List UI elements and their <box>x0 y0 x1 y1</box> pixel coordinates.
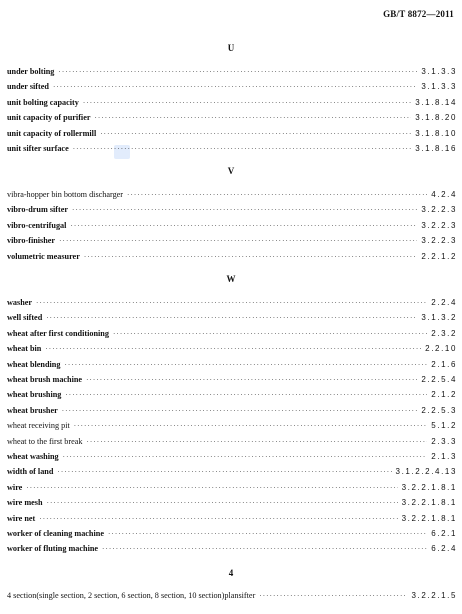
index-entry <box>7 404 457 418</box>
entry-term: wheat after first conditioning <box>7 328 109 338</box>
index-entry <box>7 203 457 217</box>
dot-leader <box>58 65 417 79</box>
index-entry <box>7 419 457 433</box>
index-entry <box>7 65 457 79</box>
entry-term: vibro-centrifugal <box>7 220 67 230</box>
entry-term: wheat blending <box>7 359 61 369</box>
entry-clause-number: 3.1.8.20 <box>415 113 457 123</box>
entry-term: worker of cleaning machine <box>7 529 104 538</box>
dot-leader <box>53 80 417 94</box>
entry-clause-number: 6.2.1 <box>431 529 457 538</box>
entry-term: wheat brusher <box>7 405 58 415</box>
dot-leader <box>102 542 427 556</box>
index-entry <box>7 219 457 233</box>
entry-clause-number: 3.1.3.3 <box>421 67 457 76</box>
index-entry <box>7 512 457 526</box>
entry-clause-number: 5.1.2 <box>431 421 457 431</box>
dot-leader <box>86 373 417 387</box>
dot-leader <box>72 203 417 217</box>
entry-term: vibro-drum sifter <box>7 205 69 215</box>
entry-term: washer <box>7 298 33 307</box>
dot-leader <box>84 250 418 264</box>
index-entry <box>7 542 457 556</box>
dot-leader <box>36 296 427 310</box>
entry-clause-number: 2.2.1.2 <box>421 251 457 261</box>
entry-clause-number: 2.1.3 <box>431 452 457 461</box>
entry-term: wheat brush machine <box>7 375 83 384</box>
index-entry <box>7 465 457 479</box>
entry-clause-number: 3.2.2.1.8.1 <box>401 513 457 523</box>
index-entry <box>7 481 457 495</box>
dot-leader <box>57 465 391 479</box>
entry-term: volumetric measurer <box>7 251 80 261</box>
entry-term: unit capacity of rollermill <box>7 128 97 138</box>
dot-leader <box>86 435 427 449</box>
index-entry <box>7 388 457 402</box>
index-entry <box>7 527 457 541</box>
entry-clause-number: 3.2.2.3 <box>421 236 457 246</box>
dot-leader <box>62 404 418 418</box>
entry-term: wheat receiving pit <box>7 421 70 431</box>
index-entry <box>7 296 457 310</box>
entry-clause-number: 3.1.8.16 <box>415 144 457 153</box>
entry-clause-number: 3.1.2.2.4.13 <box>395 467 457 477</box>
index-entry <box>7 188 457 202</box>
entry-term: vibro-finisher <box>7 236 56 246</box>
entry-term: unit bolting capacity <box>7 97 79 107</box>
dot-leader <box>47 496 398 510</box>
dot-leader <box>46 311 417 325</box>
entry-term: well sifted <box>7 313 43 323</box>
entry-term: unit capacity of purifier <box>7 113 91 123</box>
index-entry <box>7 373 457 387</box>
entry-clause-number: 3.2.2.1.8.1 <box>401 498 457 508</box>
entry-term: worker of fluting machine <box>7 544 99 554</box>
entry-clause-number: 2.3.2 <box>431 328 457 338</box>
entry-clause-number: 2.2.10 <box>425 344 457 354</box>
entry-clause-number: 3.2.2.3 <box>421 220 457 230</box>
entry-term: wheat washing <box>7 452 59 461</box>
entry-term: wire <box>7 482 23 492</box>
entry-term: unit sifter surface <box>7 144 69 153</box>
entry-clause-number: 2.2.5.3 <box>421 405 457 415</box>
index-entry <box>7 127 457 141</box>
entry-clause-number: 2.2.4 <box>431 298 457 307</box>
entry-term: width of land <box>7 467 54 477</box>
index-entry <box>7 142 457 156</box>
entry-clause-number: 3.2.2.3 <box>421 205 457 215</box>
section-letter-v: V <box>227 166 235 176</box>
entry-term: 4 section(single section, 2 section, 6 section, 8 section, 10 section)plansifter <box>7 591 256 600</box>
index-entry <box>7 111 457 125</box>
standard-code-header: GB/T 8872—2011 <box>383 9 454 19</box>
entry-clause-number: 3.2.2.1.5 <box>411 591 457 600</box>
entry-clause-number: 4.2.4 <box>431 190 457 199</box>
index-entry <box>7 450 457 464</box>
entry-term: under bolting <box>7 67 55 76</box>
index-entry <box>7 435 457 449</box>
dot-leader <box>70 219 417 233</box>
dot-leader <box>45 342 421 356</box>
entry-clause-number: 3.2.2.1.8.1 <box>401 482 457 492</box>
index-entry <box>7 234 457 248</box>
dot-leader <box>94 111 411 125</box>
entry-term: wire net <box>7 513 36 523</box>
index-entry <box>7 96 457 110</box>
index-entry <box>7 358 457 372</box>
dot-leader <box>83 96 411 110</box>
dot-leader <box>64 358 427 372</box>
dot-leader <box>63 450 428 464</box>
index-entry <box>7 496 457 510</box>
entry-clause-number: 2.2.5.4 <box>421 375 457 384</box>
entry-clause-number: 3.1.3.3 <box>421 82 457 92</box>
dot-leader <box>259 589 407 603</box>
index-entry <box>7 311 457 325</box>
dot-leader <box>26 481 397 495</box>
entry-clause-number: 3.1.8.10 <box>415 128 457 138</box>
index-entry <box>7 342 457 356</box>
entry-term: wheat to the first break <box>7 436 83 446</box>
dot-leader <box>39 512 397 526</box>
index-entry <box>7 250 457 264</box>
index-entry <box>7 589 457 603</box>
dot-leader <box>65 388 427 402</box>
section-letter-u: U <box>227 43 235 53</box>
dot-leader <box>108 527 427 541</box>
dot-leader <box>127 188 427 202</box>
section-letter-4: 4 <box>228 568 234 578</box>
entry-term: wheat bin <box>7 344 42 354</box>
dot-leader <box>59 234 417 248</box>
section-letter-w: W <box>226 274 236 284</box>
entry-clause-number: 2.3.3 <box>431 436 457 446</box>
dot-leader <box>113 327 427 341</box>
entry-term: vibra-hopper bin bottom discharger <box>7 190 124 199</box>
entry-term: wire mesh <box>7 498 43 508</box>
entry-clause-number: 6.2.4 <box>431 544 457 554</box>
entry-term: under sifted <box>7 82 49 92</box>
entry-clause-number: 3.1.3.2 <box>421 313 457 323</box>
entry-clause-number: 2.1.6 <box>431 359 457 369</box>
index-entry <box>7 80 457 94</box>
entry-clause-number: 3.1.8.14 <box>415 97 457 107</box>
dot-leader <box>73 142 412 156</box>
dot-leader <box>74 419 427 433</box>
entry-term: wheat brushing <box>7 390 62 400</box>
index-entry <box>7 327 457 341</box>
dot-leader <box>100 127 411 141</box>
entry-clause-number: 2.1.2 <box>431 390 457 400</box>
